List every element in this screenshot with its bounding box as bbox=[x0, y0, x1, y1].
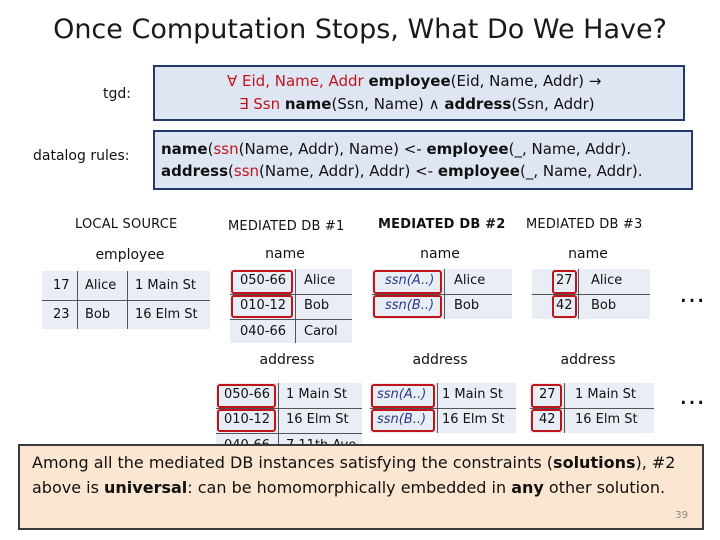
datalog-label: datalog rules: bbox=[33, 148, 130, 164]
explanation-part: ), #2 above is bbox=[32, 453, 676, 497]
explanation-part: Among all the mediated DB instances satisfying the constraints ( bbox=[32, 453, 554, 472]
explanation-solutions: solutions bbox=[553, 453, 636, 472]
db3-address-cell: 42 bbox=[539, 412, 556, 427]
db3-name-relation: name bbox=[568, 246, 608, 262]
header-mediated-db-3: MEDIATED DB #3 bbox=[526, 217, 643, 232]
datalog-rule-2: address(ssn(Name, Addr), Addr) <- employee(_, Name, Addr). bbox=[161, 162, 643, 180]
db1-name-cell: 040-66 bbox=[240, 324, 287, 339]
employee-cell: 23 bbox=[53, 307, 70, 322]
header-mediated-db-2: MEDIATED DB #2 bbox=[378, 217, 506, 232]
explanation-text bbox=[32, 450, 682, 500]
divider bbox=[295, 269, 296, 343]
rule2-ssn: ssn bbox=[233, 162, 260, 180]
datalog-box bbox=[153, 130, 693, 190]
rule1-ssn: ssn bbox=[213, 140, 239, 158]
db3-name-ellipsis: … bbox=[679, 279, 705, 309]
employee-cell: 16 Elm St bbox=[135, 307, 198, 322]
db1-name-cell: Alice bbox=[304, 273, 336, 288]
tgd-exists: ∃ Ssn bbox=[239, 95, 285, 113]
db3-address-ellipsis: … bbox=[679, 381, 705, 411]
db2-name-cell: Alice bbox=[454, 273, 486, 288]
tgd-line-1 bbox=[227, 71, 601, 92]
db1-name-relation: name bbox=[265, 246, 305, 262]
explanation-universal: universal bbox=[104, 478, 188, 497]
employee-cell: 1 Main St bbox=[135, 278, 196, 293]
employee-relation-name: employee bbox=[95, 247, 165, 263]
employee-cell: Bob bbox=[85, 307, 111, 322]
divider bbox=[230, 319, 352, 320]
db1-name-cell: Carol bbox=[304, 324, 338, 339]
explanation-any: any bbox=[511, 478, 544, 497]
page-number: 39 bbox=[675, 510, 688, 521]
employee-cell: Alice bbox=[85, 278, 117, 293]
employee-cell: 17 bbox=[53, 278, 70, 293]
db1-name-cell: 010-12 bbox=[240, 298, 287, 313]
divider bbox=[42, 300, 210, 301]
rule2-head: address bbox=[161, 162, 229, 180]
db3-name-cell: Alice bbox=[591, 273, 623, 288]
db1-name-cell: Bob bbox=[304, 298, 330, 313]
tgd-employee: employee bbox=[368, 72, 451, 90]
db3-address-cell: 16 Elm St bbox=[575, 412, 638, 427]
tgd-args-2: (Ssn, Name) ∧ bbox=[331, 95, 445, 113]
db2-name-cell: ssn(B..) bbox=[385, 298, 435, 313]
db2-name-cell: ssn(A..) bbox=[385, 273, 435, 288]
header-mediated-db-1: MEDIATED DB #1 bbox=[228, 219, 345, 234]
db2-address-cell: ssn(B..) bbox=[377, 412, 427, 427]
db2-name-relation: name bbox=[420, 246, 460, 262]
tgd-label: tgd: bbox=[103, 86, 131, 102]
rule1-post: (_, Name, Addr). bbox=[508, 140, 632, 158]
db3-address-relation: address bbox=[560, 352, 616, 368]
db1-address-cell: 050-66 bbox=[224, 387, 271, 402]
db1-name-cell: 050-66 bbox=[240, 273, 287, 288]
rule2-mid: (Name, Addr), Addr) <- bbox=[259, 162, 438, 180]
rule1-body: employee bbox=[426, 140, 509, 158]
datalog-rule-1: name(ssn(Name, Addr), Name) <- employee(_, Name, Addr). bbox=[161, 140, 632, 158]
db1-address-cell: 16 Elm St bbox=[286, 412, 349, 427]
explanation-box bbox=[18, 444, 704, 530]
db2-address-relation: address bbox=[412, 352, 468, 368]
db2-address-cell: 1 Main St bbox=[442, 387, 503, 402]
divider bbox=[216, 433, 362, 434]
db1-address-cell: 010-12 bbox=[224, 412, 271, 427]
tgd-address: address bbox=[444, 95, 512, 113]
rule2-body: employee bbox=[437, 162, 520, 180]
explanation-part: : can be homomorphically embedded in bbox=[187, 478, 512, 497]
rule2-post: (_, Name, Addr). bbox=[519, 162, 643, 180]
tgd-quantifier: ∀ Eid, Name, Addr bbox=[227, 72, 369, 90]
tgd-line-2 bbox=[239, 94, 595, 115]
db2-name-cell: Bob bbox=[454, 298, 480, 313]
db3-name-cell: Bob bbox=[591, 298, 617, 313]
db1-address-relation: address bbox=[259, 352, 315, 368]
slide-title: Once Computation Stops, What Do We Have? bbox=[53, 14, 667, 45]
db3-name-cell: 42 bbox=[556, 298, 573, 313]
db3-address-cell: 27 bbox=[539, 387, 556, 402]
db2-address-cell: ssn(A..) bbox=[377, 387, 427, 402]
rule1-head: name bbox=[161, 140, 208, 158]
tgd-box bbox=[153, 65, 685, 121]
tgd-name: name bbox=[284, 95, 332, 113]
db1-address-cell: 1 Main St bbox=[286, 387, 347, 402]
tgd-args-3: (Ssn, Addr) bbox=[511, 95, 595, 113]
explanation-part: other solution. bbox=[543, 478, 666, 497]
db3-address-cell: 1 Main St bbox=[575, 387, 636, 402]
tgd-args-1: (Eid, Name, Addr) → bbox=[450, 72, 602, 90]
rule1-mid: (Name, Addr), Name) <- bbox=[238, 140, 427, 158]
db3-name-cell: 27 bbox=[556, 273, 573, 288]
db2-address-cell: 16 Elm St bbox=[442, 412, 505, 427]
header-local-source: LOCAL SOURCE bbox=[75, 217, 178, 232]
